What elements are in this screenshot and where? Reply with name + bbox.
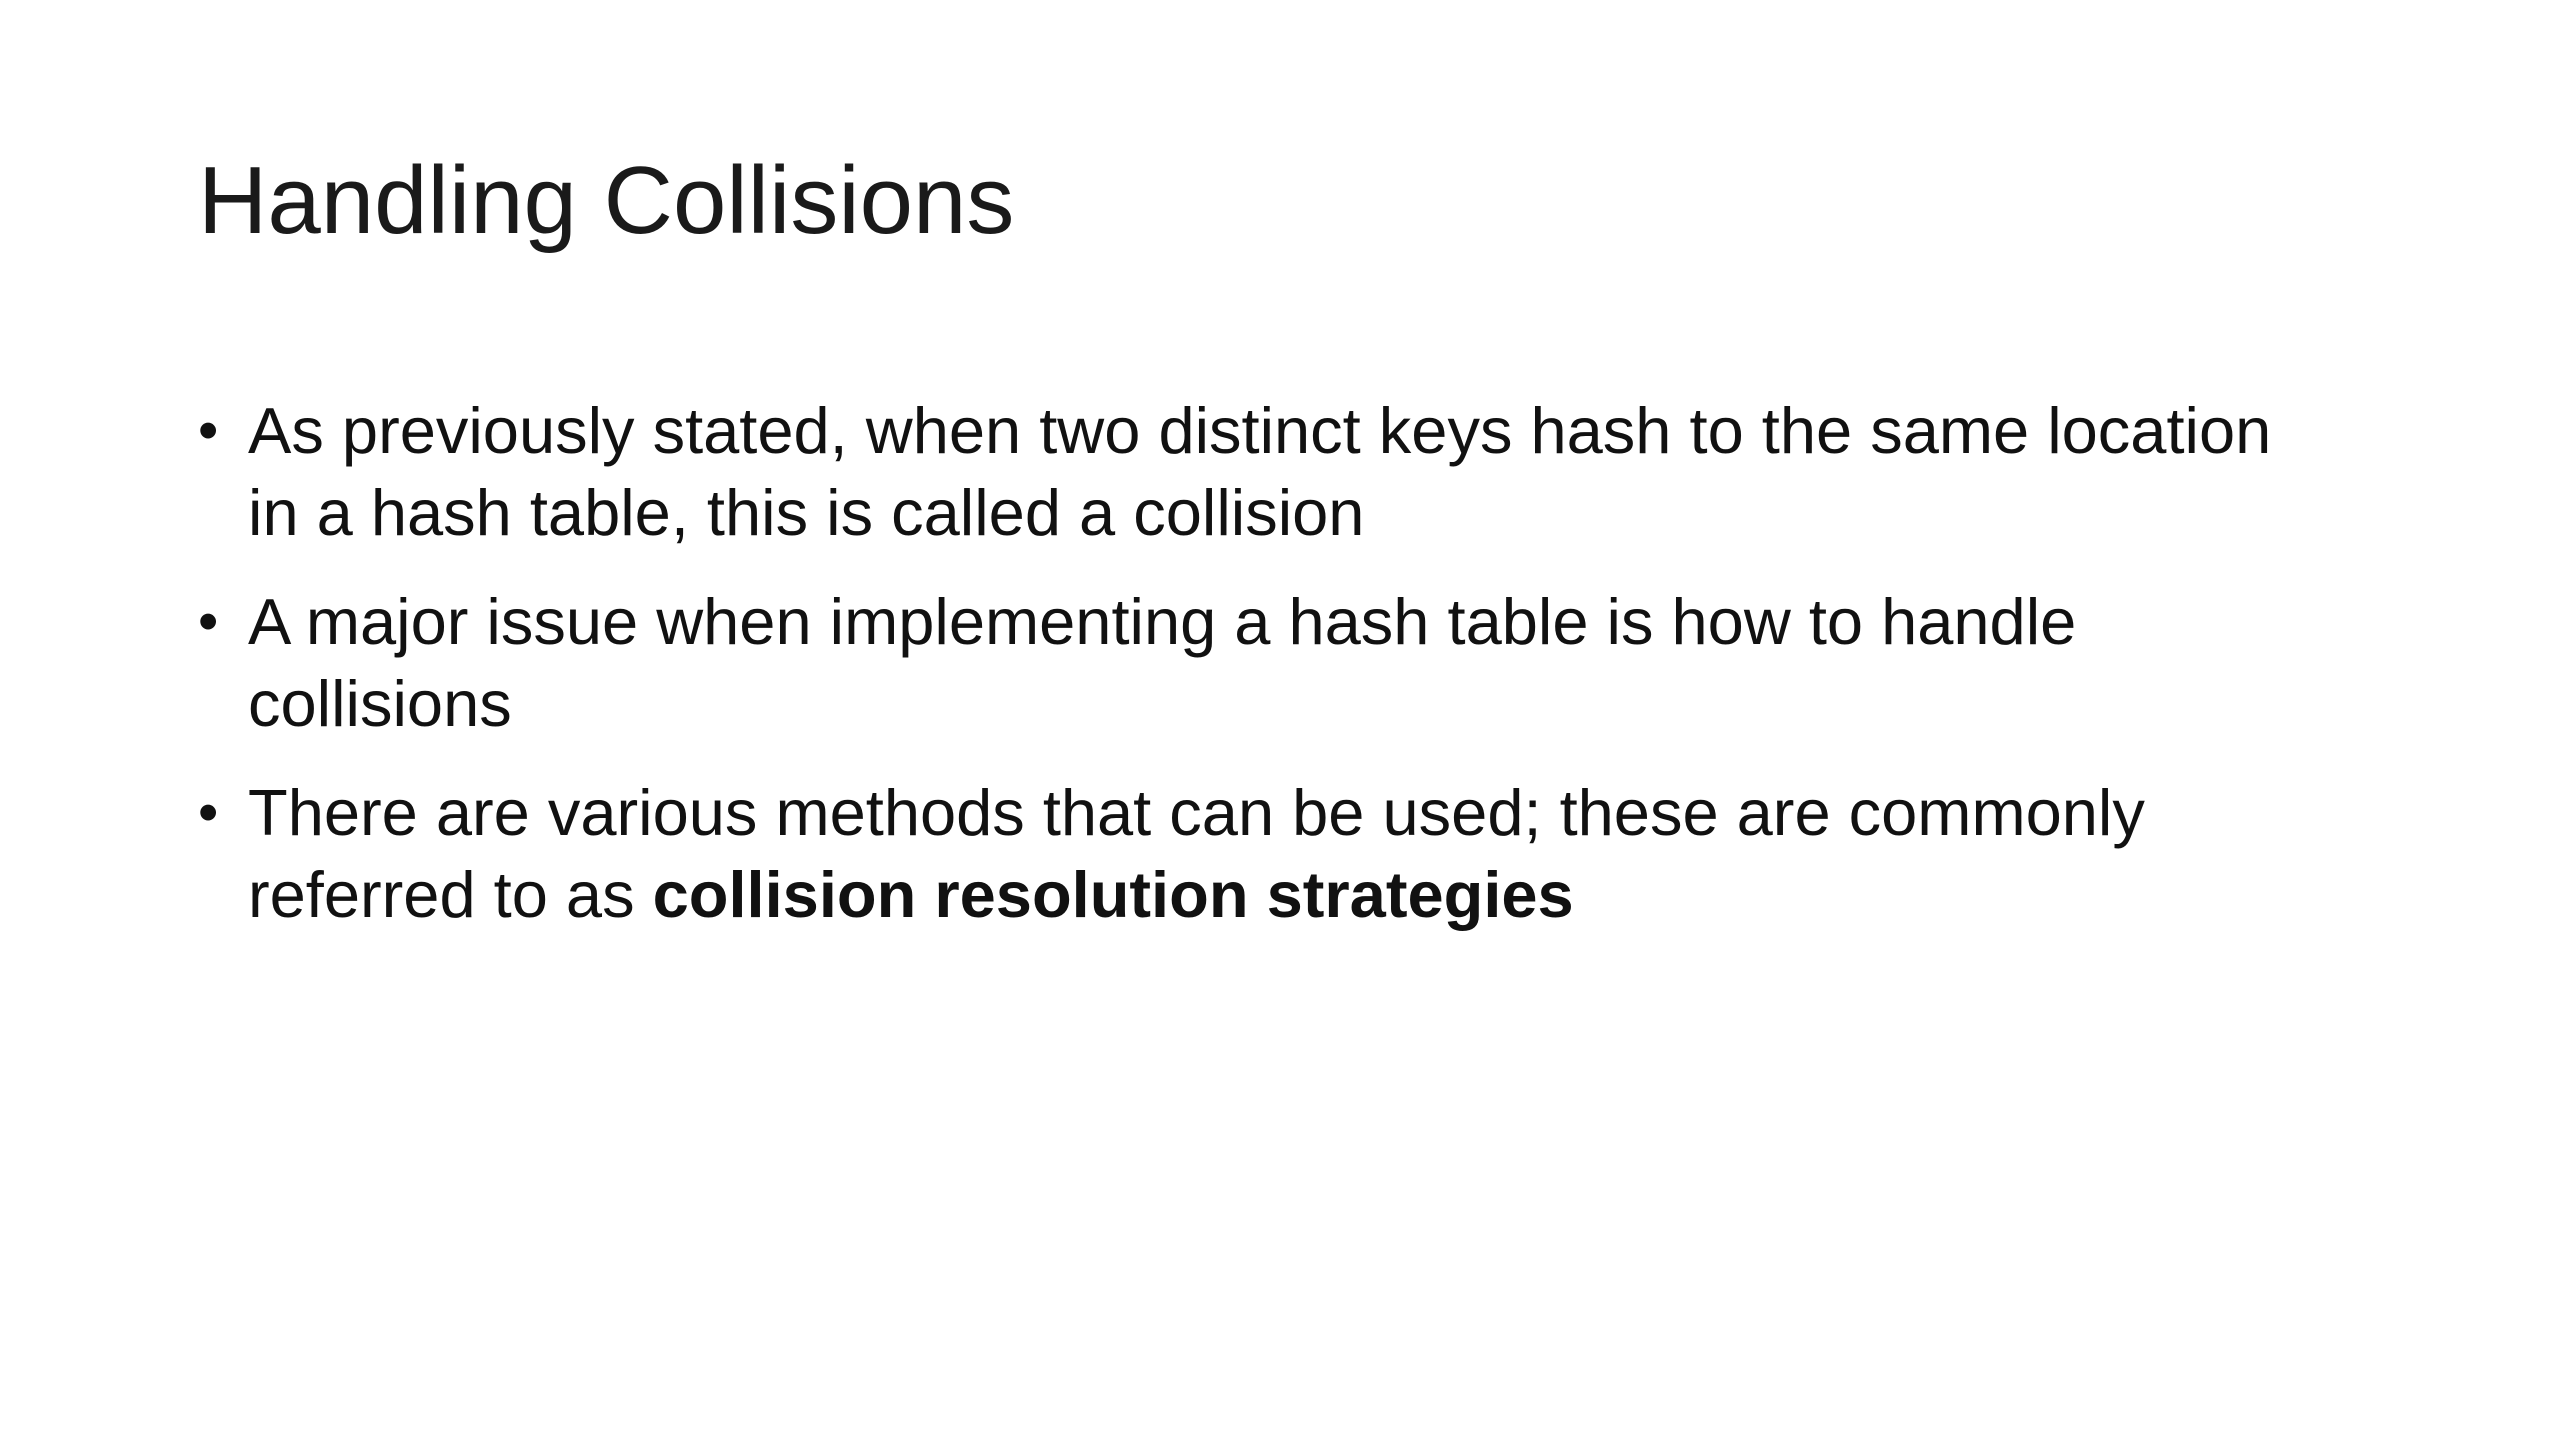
bullet-text-plain: There are various methods that can be used; these are commonly referred to as (248, 776, 2145, 931)
slide-title: Handling Collisions (198, 147, 1015, 254)
bullet-dot-icon: • (198, 398, 219, 463)
bullet-dot-icon: • (198, 780, 219, 845)
bullet-text-bold: collision resolution strategies (652, 858, 1574, 931)
bullet-text (248, 776, 2145, 931)
bullet-item (198, 772, 2338, 936)
bullet-text: A major issue when implementing a hash table is how to handle collisions (248, 585, 2077, 740)
bullet-dot-icon: • (198, 589, 219, 654)
bullet-item (198, 390, 2338, 554)
bullet-item (198, 581, 2338, 745)
bullet-list (198, 390, 2338, 963)
bullet-text: As previously stated, when two distinct keys hash to the same location in a hash table, this is called a collision (248, 394, 2272, 549)
